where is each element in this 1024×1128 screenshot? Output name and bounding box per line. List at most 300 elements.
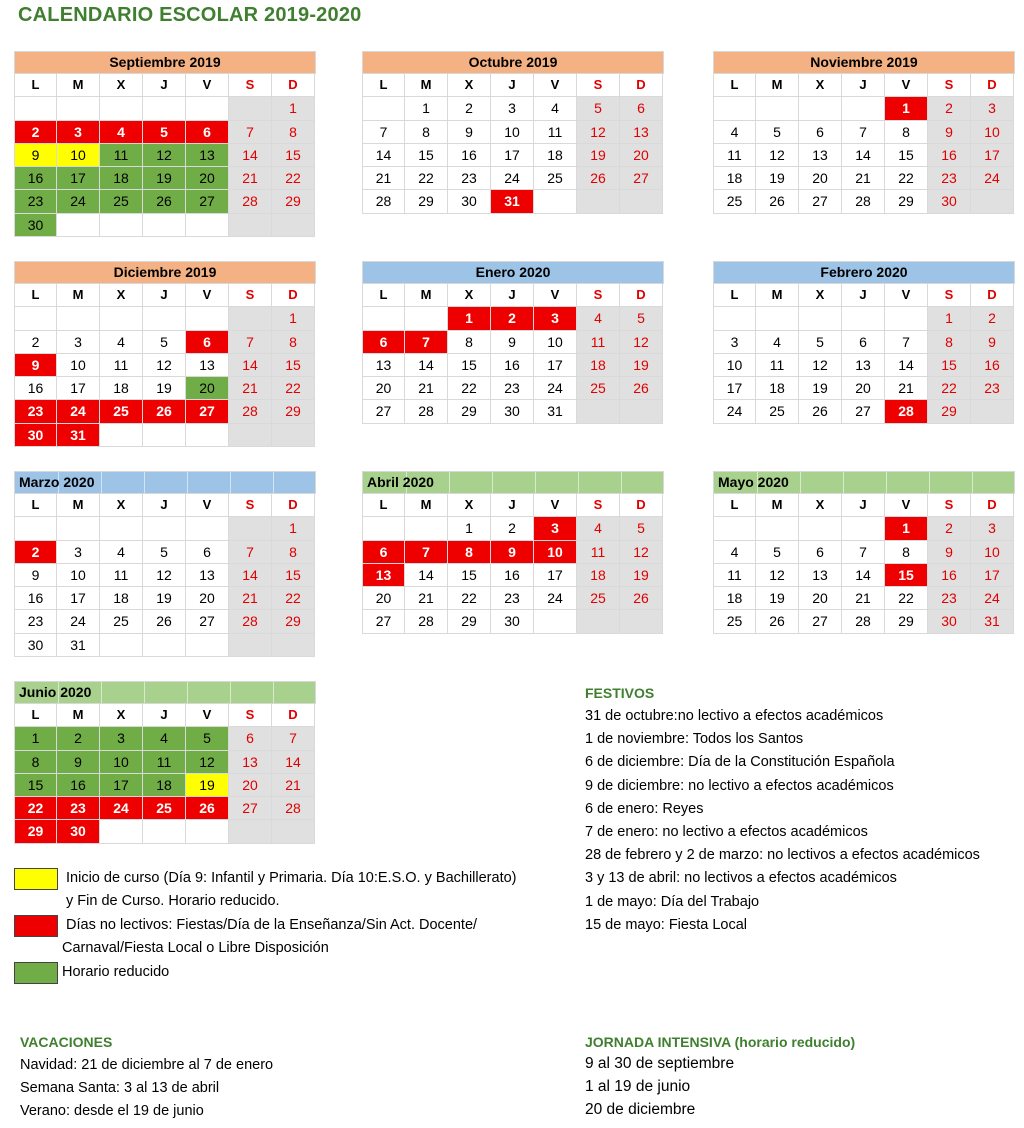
month-title-divider [230,682,231,703]
weekday-header: M [405,74,448,97]
day-cell: 1 [448,307,491,330]
weekday-header: M [57,704,100,727]
day-cell: 7 [842,121,885,144]
empty-cell [405,307,448,330]
empty-cell [100,214,143,237]
day-cell: 8 [405,121,448,144]
day-cell: 1 [272,517,315,540]
day-cell: 20 [799,167,842,190]
day-cell: 21 [229,377,272,400]
day-cell: 22 [928,377,971,400]
day-cell: 15 [405,144,448,167]
day-cell: 23 [928,167,971,190]
weekday-header: S [577,284,620,307]
day-cell: 21 [272,774,315,797]
legend-green-text-1: Horario reducido [62,964,170,980]
day-cell: 22 [14,797,57,820]
day-cell: 21 [405,377,448,400]
day-cell: 6 [186,331,229,354]
weekday-header: J [491,284,534,307]
day-cell: 30 [928,190,971,213]
day-cell: 25 [713,610,756,633]
empty-cell [143,97,186,120]
day-cell: 4 [100,121,143,144]
day-cell: 15 [928,354,971,377]
day-cell: 17 [57,587,100,610]
day-cell: 15 [272,144,315,167]
day-cell: 25 [756,400,799,423]
empty-cell [272,634,315,657]
day-cell: 13 [186,144,229,167]
day-cell: 26 [186,797,229,820]
weekday-header: M [756,284,799,307]
month-title-divider [144,472,145,493]
day-cell: 19 [577,144,620,167]
day-cell: 3 [971,97,1014,120]
weekday-header: J [842,494,885,517]
day-cell: 10 [971,121,1014,144]
day-cell: 5 [620,517,663,540]
day-cell: 8 [885,541,928,564]
day-cell: 23 [491,587,534,610]
day-cell: 24 [491,167,534,190]
weekday-header: S [577,494,620,517]
day-cell: 9 [14,564,57,587]
festivos-item: 31 de octubre:no lectivo a efectos académicos [585,708,884,724]
empty-cell [842,517,885,540]
day-cell: 5 [143,541,186,564]
day-cell: 4 [534,97,577,120]
day-cell: 21 [229,167,272,190]
month-title-divider [800,472,801,493]
month-title-divider [230,472,231,493]
day-cell: 12 [143,144,186,167]
weekday-header: M [756,74,799,97]
month-title-divider [273,472,274,493]
month-title-divider [886,472,887,493]
day-cell: 6 [842,331,885,354]
day-cell: 20 [842,377,885,400]
day-cell: 8 [885,121,928,144]
weekday-header: V [534,284,577,307]
day-cell: 9 [57,751,100,774]
day-cell: 1 [405,97,448,120]
month-title-divider [972,472,973,493]
weekday-header: X [100,494,143,517]
day-cell: 12 [756,144,799,167]
month-title-label: Febrero 2020 [820,264,908,280]
empty-cell [100,820,143,843]
day-cell: 5 [186,727,229,750]
empty-cell [229,307,272,330]
day-cell: 17 [57,377,100,400]
day-cell: 20 [362,587,405,610]
empty-cell [186,517,229,540]
empty-cell [971,190,1014,213]
day-cell: 22 [448,587,491,610]
month-title-divider [144,682,145,703]
weekday-header: L [14,74,57,97]
weekday-header: X [799,494,842,517]
day-cell: 3 [57,121,100,144]
day-cell: 1 [448,517,491,540]
day-cell: 8 [448,331,491,354]
day-cell: 17 [100,774,143,797]
day-cell: 21 [405,587,448,610]
day-cell: 29 [272,190,315,213]
day-cell: 21 [842,587,885,610]
day-cell: 13 [362,354,405,377]
festivos-item: 15 de mayo: Fiesta Local [585,916,748,933]
month-title-divider [273,682,274,703]
day-cell: 27 [799,610,842,633]
weekday-header: J [143,284,186,307]
day-cell: 13 [186,354,229,377]
day-cell: 13 [620,121,663,144]
weekday-header: S [229,494,272,517]
day-cell: 12 [143,354,186,377]
day-cell: 9 [971,331,1014,354]
month-7 [14,471,316,657]
empty-cell [272,820,315,843]
day-cell: 16 [928,564,971,587]
day-cell: 10 [100,751,143,774]
day-cell: 9 [14,144,57,167]
day-cell: 12 [577,121,620,144]
jornada-item: 1 al 19 de junio [585,1078,691,1095]
empty-cell [362,307,405,330]
day-cell: 5 [756,541,799,564]
day-cell: 3 [57,331,100,354]
empty-cell [143,424,186,447]
vacaciones-item: Navidad: 21 de diciembre al 7 de enero [20,1057,274,1073]
weekday-header: L [14,494,57,517]
day-cell: 18 [143,774,186,797]
empty-cell [229,820,272,843]
day-cell: 23 [14,190,57,213]
empty-cell [143,634,186,657]
day-cell: 8 [272,121,315,144]
day-cell: 8 [928,331,971,354]
page-title: CALENDARIO ESCOLAR 2019-2020 [18,4,362,26]
day-cell: 20 [186,377,229,400]
legend-yellow-swatch [14,868,58,890]
day-cell: 12 [186,751,229,774]
day-cell: 23 [57,797,100,820]
festivos-item: 6 de diciembre: Día de la Constitución Española [585,754,895,771]
day-cell: 7 [272,727,315,750]
day-cell: 28 [842,610,885,633]
day-cell: 14 [405,354,448,377]
day-cell: 6 [362,331,405,354]
day-cell: 9 [928,541,971,564]
day-cell: 25 [100,190,143,213]
day-cell: 12 [620,541,663,564]
day-cell: 6 [186,121,229,144]
day-cell: 7 [405,541,448,564]
day-cell: 17 [971,144,1014,167]
day-cell: 31 [534,400,577,423]
month-title [14,471,316,494]
day-cell: 4 [713,121,756,144]
month-grid [362,494,664,634]
empty-cell [620,190,663,213]
month-title [362,471,664,494]
day-cell: 3 [57,541,100,564]
day-cell: 22 [885,587,928,610]
empty-cell [577,190,620,213]
day-cell: 9 [448,121,491,144]
weekday-header: D [620,284,663,307]
day-cell: 15 [448,564,491,587]
empty-cell [885,307,928,330]
month-title-divider [101,472,102,493]
empty-cell [57,214,100,237]
day-cell: 8 [14,751,57,774]
day-cell: 30 [14,424,57,447]
weekday-header: V [885,494,928,517]
day-cell: 1 [14,727,57,750]
day-cell: 2 [491,307,534,330]
month-title [14,681,316,704]
day-cell: 15 [272,564,315,587]
empty-cell [57,97,100,120]
day-cell: 26 [577,167,620,190]
day-cell: 17 [971,564,1014,587]
weekday-header: S [229,284,272,307]
empty-cell [971,400,1014,423]
day-cell: 23 [448,167,491,190]
weekday-header: D [272,704,315,727]
day-cell: 1 [272,97,315,120]
weekday-header: M [405,494,448,517]
day-cell: 22 [272,377,315,400]
day-cell: 25 [534,167,577,190]
festivos-item: 7 de enero: no lectivo a efectos académicos [585,824,868,840]
weekday-header: L [713,494,756,517]
day-cell: 4 [100,541,143,564]
weekday-header: V [534,74,577,97]
month-9 [713,471,1015,634]
month-title-label: Noviembre 2019 [810,54,918,70]
month-5 [362,261,664,424]
day-cell: 22 [272,167,315,190]
day-cell: 23 [928,587,971,610]
day-cell: 17 [534,564,577,587]
day-cell: 19 [756,167,799,190]
month-4 [14,261,316,447]
weekday-header: J [143,704,186,727]
day-cell: 21 [842,167,885,190]
day-cell: 18 [534,144,577,167]
day-cell: 27 [362,610,405,633]
empty-cell [272,214,315,237]
month-grid [362,74,664,214]
day-cell: 14 [405,564,448,587]
day-cell: 19 [756,587,799,610]
day-cell: 9 [491,541,534,564]
empty-cell [229,517,272,540]
weekday-header: D [620,74,663,97]
month-grid [14,74,316,237]
day-cell: 1 [272,307,315,330]
weekday-header: L [362,284,405,307]
weekday-header: J [491,74,534,97]
day-cell: 26 [143,190,186,213]
empty-cell [756,97,799,120]
month-title-divider [187,682,188,703]
day-cell: 20 [799,587,842,610]
day-cell: 24 [971,587,1014,610]
day-cell: 29 [272,610,315,633]
day-cell: 24 [713,400,756,423]
month-grid [14,494,316,657]
day-cell: 30 [57,820,100,843]
day-cell: 25 [143,797,186,820]
day-cell: 16 [14,587,57,610]
month-title-divider [929,472,930,493]
empty-cell [186,820,229,843]
day-cell: 19 [186,774,229,797]
day-cell: 13 [362,564,405,587]
month-title-divider [535,472,536,493]
day-cell: 6 [620,97,663,120]
day-cell: 18 [100,587,143,610]
day-cell: 11 [756,354,799,377]
weekday-header: L [713,74,756,97]
month-title [362,51,664,74]
day-cell: 24 [534,377,577,400]
day-cell: 23 [491,377,534,400]
day-cell: 20 [229,774,272,797]
day-cell: 15 [885,144,928,167]
day-cell: 5 [143,121,186,144]
empty-cell [534,610,577,633]
weekday-header: X [799,74,842,97]
weekday-header: D [971,284,1014,307]
empty-cell [362,97,405,120]
day-cell: 17 [491,144,534,167]
day-cell: 27 [186,400,229,423]
month-title-label: Enero 2020 [475,264,551,280]
day-cell: 10 [971,541,1014,564]
empty-cell [620,400,663,423]
festivos-item: 1 de noviembre: Todos los Santos [585,731,804,748]
day-cell: 26 [620,377,663,400]
month-title-divider [621,472,622,493]
day-cell: 15 [14,774,57,797]
festivos-item: 1 de mayo: Día del Trabajo [585,893,760,910]
day-cell: 29 [448,610,491,633]
day-cell: 7 [229,121,272,144]
month-grid [14,704,316,844]
weekday-header: M [405,284,448,307]
empty-cell [799,307,842,330]
day-cell: 2 [14,331,57,354]
day-cell: 5 [143,331,186,354]
empty-cell [713,97,756,120]
empty-cell [229,424,272,447]
day-cell: 10 [534,331,577,354]
day-cell: 18 [100,377,143,400]
festivos-title: FESTIVOS [585,685,655,701]
day-cell: 6 [229,727,272,750]
day-cell: 16 [14,167,57,190]
day-cell: 13 [799,144,842,167]
weekday-header: X [100,704,143,727]
empty-cell [799,97,842,120]
month-title-label: Abril 2020 [367,474,434,490]
month-title [14,261,316,284]
weekday-header: L [14,704,57,727]
month-grid [362,284,664,424]
empty-cell [229,97,272,120]
weekday-header: V [186,494,229,517]
day-cell: 30 [928,610,971,633]
weekday-header: V [885,74,928,97]
day-cell: 28 [229,400,272,423]
weekday-header: S [229,704,272,727]
day-cell: 17 [57,167,100,190]
empty-cell [186,97,229,120]
empty-cell [100,97,143,120]
day-cell: 2 [14,121,57,144]
empty-cell [756,307,799,330]
day-cell: 14 [885,354,928,377]
day-cell: 7 [229,541,272,564]
day-cell: 14 [362,144,405,167]
month-title [713,471,1015,494]
day-cell: 7 [405,331,448,354]
day-cell: 22 [405,167,448,190]
day-cell: 11 [100,354,143,377]
day-cell: 7 [842,541,885,564]
day-cell: 4 [577,307,620,330]
month-title-divider [492,472,493,493]
empty-cell [272,424,315,447]
day-cell: 31 [971,610,1014,633]
empty-cell [799,517,842,540]
day-cell: 15 [885,564,928,587]
day-cell: 2 [57,727,100,750]
day-cell: 27 [842,400,885,423]
day-cell: 16 [491,564,534,587]
day-cell: 12 [620,331,663,354]
day-cell: 27 [229,797,272,820]
day-cell: 18 [577,354,620,377]
month-title-label: Septiembre 2019 [109,54,221,70]
day-cell: 17 [713,377,756,400]
empty-cell [57,517,100,540]
empty-cell [14,517,57,540]
weekday-header: S [928,74,971,97]
day-cell: 14 [229,564,272,587]
day-cell: 10 [57,354,100,377]
day-cell: 8 [272,541,315,564]
weekday-header: J [491,494,534,517]
day-cell: 15 [448,354,491,377]
day-cell: 20 [620,144,663,167]
day-cell: 18 [756,377,799,400]
weekday-header: S [928,284,971,307]
day-cell: 20 [186,587,229,610]
month-title-label: Junio 2020 [19,684,92,700]
day-cell: 11 [100,564,143,587]
empty-cell [713,307,756,330]
festivos-item: 9 de diciembre: no lectivo a efectos académicos [585,777,894,794]
day-cell: 11 [713,564,756,587]
weekday-header: X [448,74,491,97]
